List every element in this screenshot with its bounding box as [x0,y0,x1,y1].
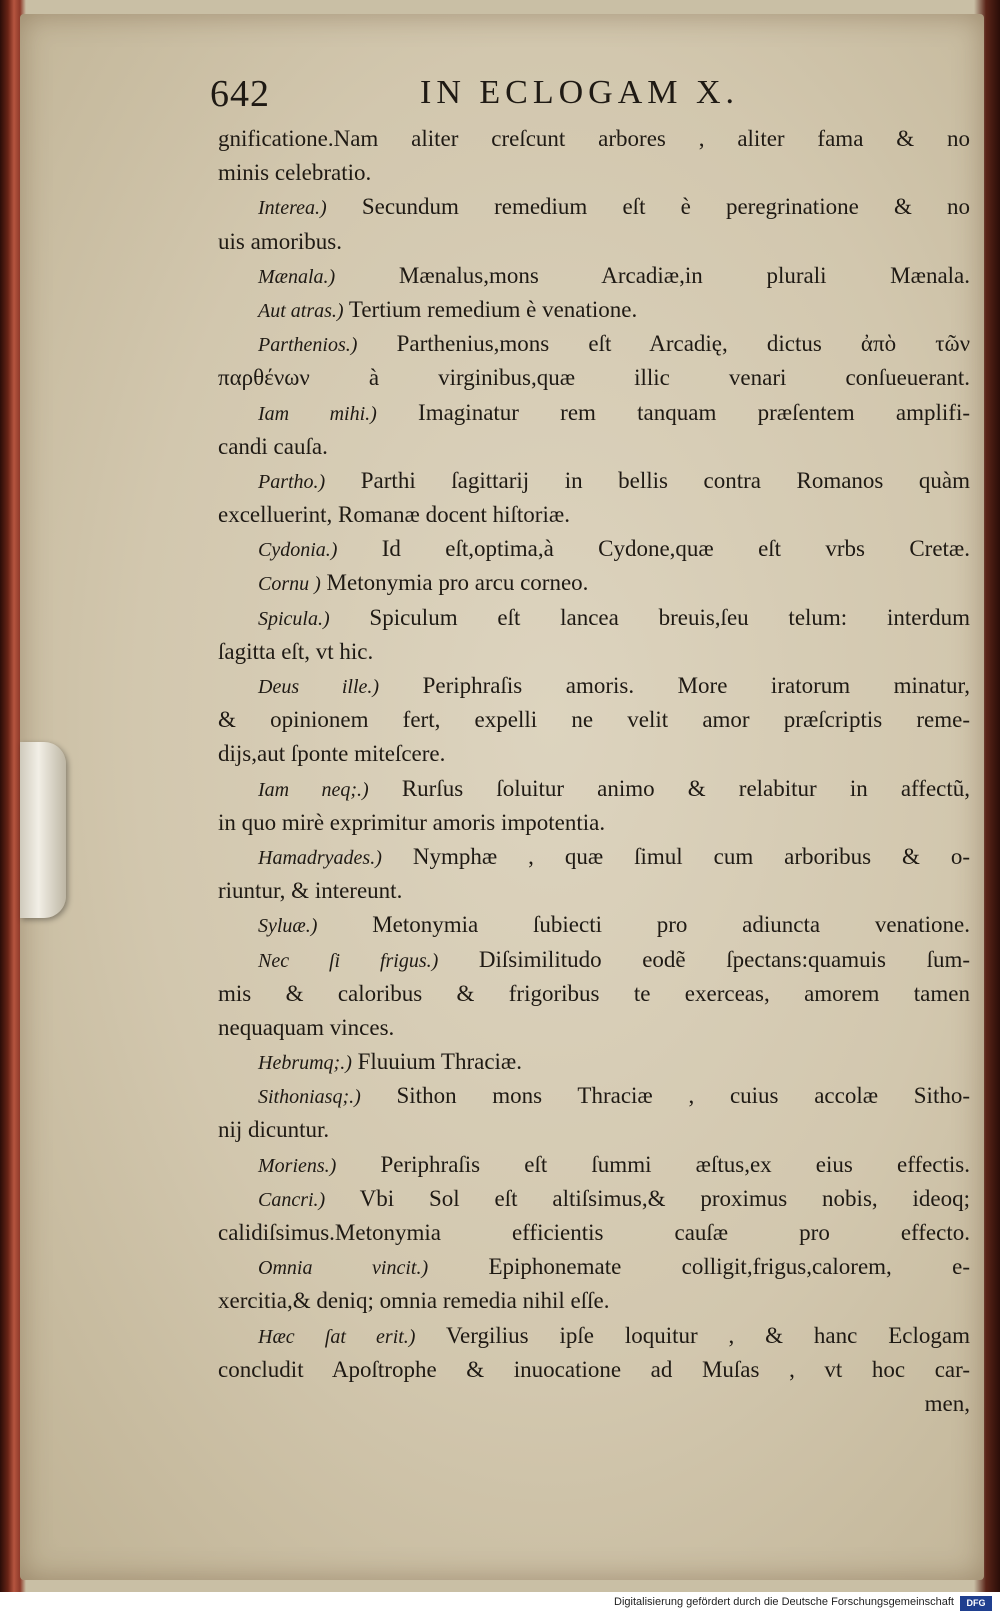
line-text: in quo mirè exprimitur amoris impotentia. [218,809,606,835]
line-text: Epiphonemate colligit,frigus,calorem, e- [488,1254,970,1280]
text-line [218,908,970,942]
line-text: mis & caloribus & frigoribus te exerceas, amorem tamen [218,980,970,1006]
text-line [218,361,970,395]
text-line [218,806,970,840]
line-text: Parthi ſagittarij in bellis contra Romanos quàm [360,467,970,493]
line-text: Sithon mons Thraciæ , cuius accolæ Sitho- [396,1083,970,1109]
line-text: Tertium remedium è venatione. [348,296,638,322]
text-line [218,396,970,430]
text-line [218,1113,970,1147]
line-text: Metonymia pro arcu corneo. [326,570,589,596]
lemma: Hæc ſat erit.) [258,1325,416,1348]
text-line [218,635,970,669]
dfg-logo: DFG [960,1596,992,1611]
text-line [218,430,970,464]
text-line [218,1319,970,1353]
funding-credit: Digitalisierung gefördert durch die Deutsche Forschungsgemeinschaft [614,1596,954,1608]
line-text: ſagitta eſt, vt hic. [218,638,374,664]
text-line [218,1045,970,1079]
lemma: Cancri.) [258,1188,326,1211]
text-line [218,532,970,566]
line-text: Id eſt,optima,à Cydone,quæ eſt vrbs Cretæ. [381,536,970,562]
page-number: 642 [210,73,270,115]
lemma: Nec ſi frigus.) [258,949,439,972]
lemma: Iam neq;.) [258,778,369,801]
lemma: Spicula.) [258,607,330,630]
text-line [218,874,970,908]
text-line [218,293,970,327]
text-line [218,566,970,600]
text-line [218,259,970,293]
text-line [218,156,970,190]
text-line [218,943,970,977]
lemma: Partho.) [258,470,326,493]
lemma: Omnia vincit.) [258,1257,429,1280]
lemma: Mænala.) [258,265,336,288]
line-text: uis amoribus. [218,228,342,254]
line-text: calidiſsimus.Metonymia efficientis cauſæ pro effecto. [218,1220,970,1245]
book-page [20,14,984,1580]
text-line [218,1387,970,1421]
line-text: & opinionem fert, expelli ne velit amor præſcriptis reme- [218,707,970,733]
line-text: Periphraſis eſt ſummi æſtus,ex eius effectis. [380,1151,970,1177]
line-text: Spiculum eſt lancea breuis,ſeu telum: interdum [369,604,970,630]
lemma: Hamadryades.) [258,846,382,869]
line-text: dijs,aut ſponte miteſcere. [218,741,446,767]
line-text: Vbi Sol eſt altiſsimus,& proximus nobis, ideoq; [359,1185,970,1211]
text-line [218,703,970,737]
text-line [218,1182,970,1216]
text-line [218,840,970,874]
text-line [218,1353,970,1387]
line-text: gnificatione.Nam aliter creſcunt arbores , aliter fama & no [218,126,970,151]
lemma: Moriens.) [258,1154,337,1177]
line-text: men, [924,1390,970,1416]
line-text: Vergilius ipſe loquitur , & hanc Eclogam [445,1322,970,1348]
text-line [218,464,970,498]
lemma: Aut atras.) [258,299,344,322]
lemma: Cydonia.) [258,539,338,562]
line-text: Mænalus,mons Arcadiæ,in plurali Mænala. [398,262,970,288]
line-text: candi cauſa. [218,433,328,459]
text-line [218,225,970,259]
text-line [218,1250,970,1284]
line-text: xercitia,& deniq; omnia remedia nihil eſſe. [218,1288,610,1314]
text-line [218,190,970,224]
lemma: Deus ille.) [258,676,380,698]
lemma: Cornu ) [258,573,321,596]
text-line [218,498,970,532]
text-line [218,1011,970,1045]
lemma: Hebrumq;.) [258,1052,352,1075]
line-text: nij dicuntur. [218,1117,330,1143]
line-text: concludit Apoſtrophe & inuocatione ad Muſas , vt hoc car- [218,1356,970,1382]
line-text: minis celebratio. [218,160,372,186]
line-text: Periphraſis amoris. More iratorum minatur, [422,673,970,698]
line-text: excelluerint, Romanæ docent hiſtoriæ. [218,502,570,528]
lemma: Iam mihi.) [258,402,377,425]
line-text: Rurſus ſoluitur animo & relabitur in affectũ, [401,775,970,801]
footer-bar [0,1592,1000,1616]
line-text: Nymphæ , quæ ſimul cum arboribus & o- [412,843,970,869]
line-text: nequaquam vinces. [218,1014,395,1040]
text-line [218,122,970,156]
text-line [218,669,970,703]
lemma: Interea.) [258,197,327,220]
running-head [20,72,984,128]
line-text: Diſsimilitudo eodẽ ſpectans:quamuis ſum- [478,946,970,972]
line-text: Fluuium Thraciæ. [357,1049,523,1075]
text-line [218,601,970,635]
text-line [218,1079,970,1113]
lemma: Syluæ.) [258,915,318,938]
line-text: Metonymia ſubiecti pro adiuncta venatione. [372,912,970,938]
text-line [218,1216,970,1250]
lemma: Sithoniasq;.) [258,1086,361,1109]
line-text: Imaginatur rem tanquam præſentem amplifi- [418,399,970,425]
line-text: παρθένων à virginibus,quæ illic venari conſueuerant. [218,365,970,391]
text-line [218,1148,970,1182]
line-text: Parthenius,mons eſt Arcadię, dictus ἀπὸ τῶν [396,331,970,357]
page-clip [20,742,66,918]
text-line [218,772,970,806]
line-text: riuntur, & intereunt. [218,878,403,904]
running-title: IN ECLOGAM X. [420,74,740,111]
commentary-text [218,122,970,1421]
lemma: Parthenios.) [258,334,358,357]
text-line [218,327,970,361]
line-text: Secundum remedium eſt è peregrinatione & no [361,194,970,220]
text-line [218,1284,970,1318]
text-line [218,977,970,1011]
text-line [218,737,970,771]
